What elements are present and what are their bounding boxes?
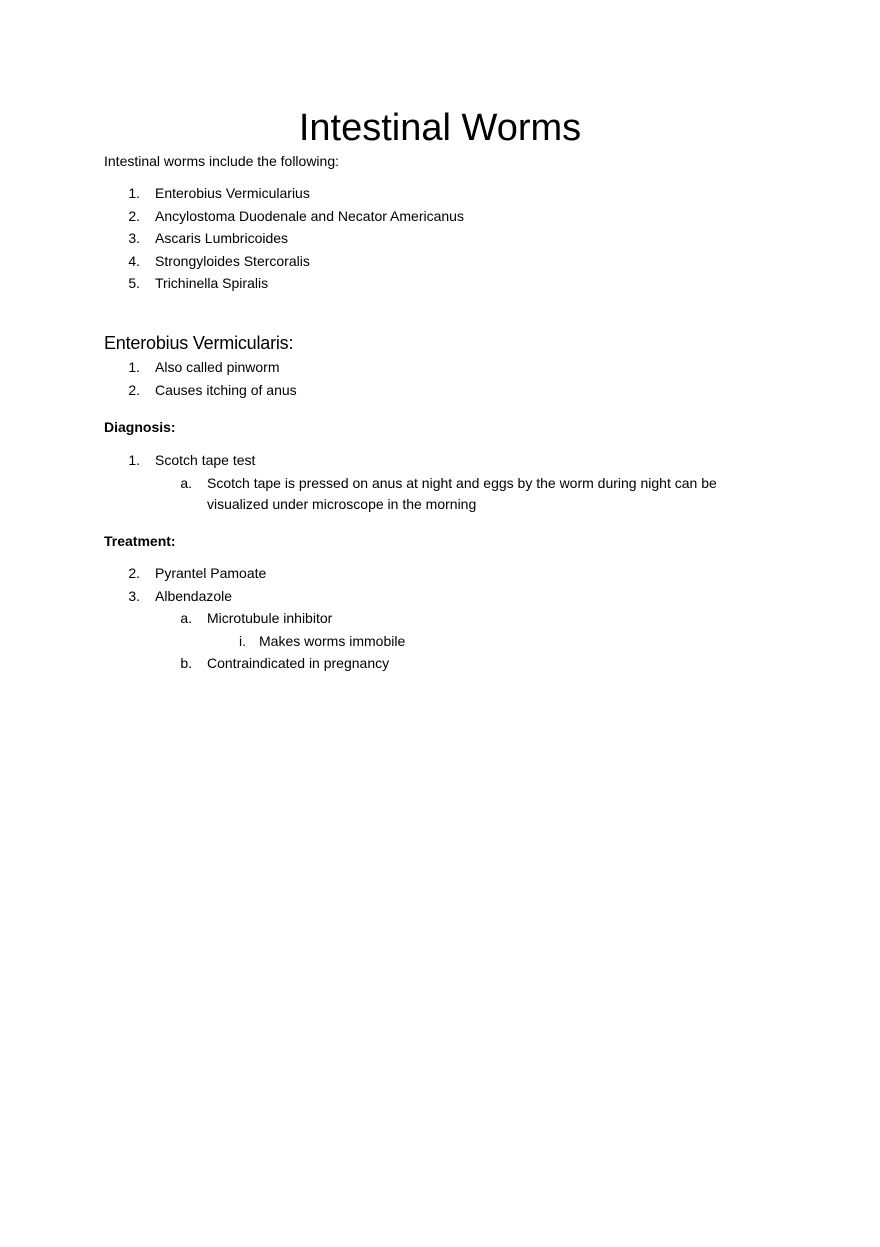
list-text: Strongyloides Stercoralis <box>155 252 310 269</box>
page-title: Intestinal Worms <box>298 107 582 149</box>
list-text: Causes itching of anus <box>155 381 297 398</box>
list-number: 1. <box>128 359 140 375</box>
list-text: Ascaris Lumbricoides <box>155 230 289 246</box>
list-number: 4. <box>128 252 140 269</box>
list-number: 2. <box>128 565 140 581</box>
list-number: 5. <box>128 275 140 291</box>
list-text: Enterobius Vermicularius <box>155 185 310 201</box>
list-number: 1. <box>128 185 140 201</box>
list-letter: a. <box>180 610 192 626</box>
treatment-heading: Treatment: <box>104 533 176 549</box>
list-text: Also called pinworm <box>155 359 280 375</box>
diagnosis-heading: Diagnosis: <box>104 419 176 435</box>
list-text: Contraindicated in pregnancy <box>207 655 390 671</box>
list-number: 1. <box>128 452 140 468</box>
list-roman: i. <box>239 632 246 649</box>
list-text: Makes worms immobile <box>259 632 406 649</box>
section-heading: Enterobius Vermicularis: <box>104 333 294 353</box>
list-text: Pyrantel Pamoate <box>155 565 267 581</box>
intro-text: Intestinal worms include the following: <box>104 153 340 169</box>
list-text: Trichinella Spiralis <box>155 275 269 291</box>
list-text: Scotch tape is pressed on anus at night and eggs by the worm during night can be <box>207 474 717 491</box>
list-number: 2. <box>128 381 140 398</box>
list-letter: a. <box>180 474 192 491</box>
list-text-continuation: visualized under microscope in the morning <box>207 496 477 512</box>
list-number: 2. <box>128 207 140 224</box>
list-text: Microtubule inhibitor <box>207 610 333 626</box>
list-text: Scotch tape test <box>155 452 256 468</box>
list-text: Albendazole <box>155 587 233 604</box>
list-text: Ancylostoma Duodenale and Necator Americanus <box>155 207 464 224</box>
list-number: 3. <box>128 230 140 246</box>
list-letter: b. <box>180 655 192 671</box>
list-number: 3. <box>128 587 140 604</box>
